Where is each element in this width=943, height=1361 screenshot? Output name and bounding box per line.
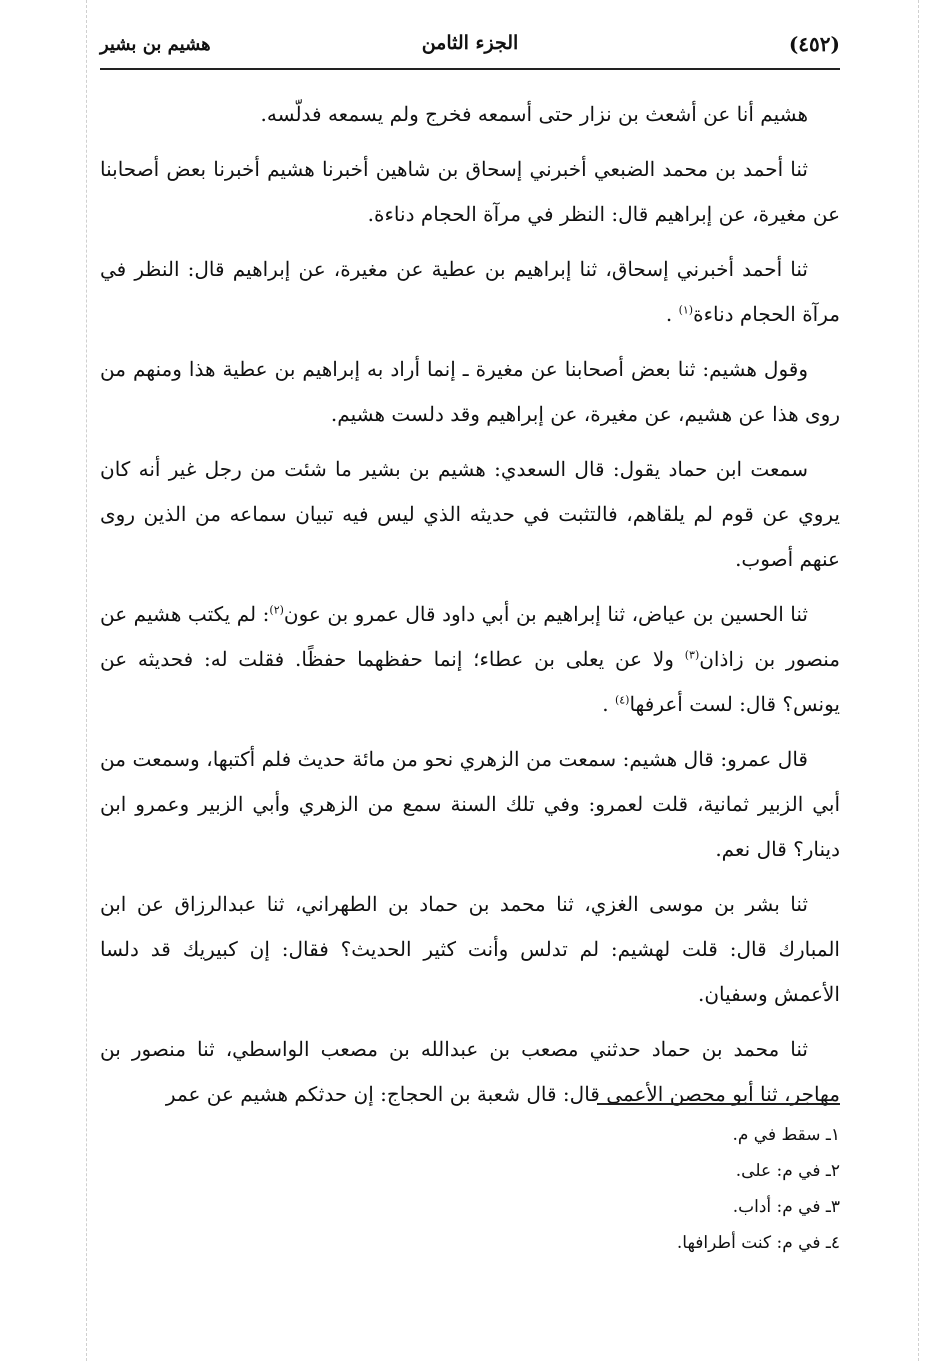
footnote-ref-4: (٤) [614,693,630,707]
running-header [100,26,840,66]
footnote-4: ٤ـ في م: كنت أطرافها. [676,1233,840,1253]
paragraph-3-text: ثنا أحمد أخبرني إسحاق، ثنا إبراهيم بن عطية عن مغيرة، عن إبراهيم قال: النظر في مرآة الحجام دناءة [100,257,840,326]
paragraph-2: ثنا أحمد بن محمد الضبعي أخبرني إسحاق بن شاهين أخبرنا هشيم أخبرنا بعض أصحابنا عن مغيرة، عن إبراهيم قال: النظر في مرآة الحجام دناءة. [100,157,840,226]
volume-title: الجزء الثامن [421,32,519,54]
paragraph-6-part-c: ولا عن يعلى بن عطاء؛ إنما حفظهما حفظًا. فقلت له: فحديثه عن يونس؟ قال: لست أعرفها [100,647,840,716]
scan-edge-right [918,0,919,1361]
paragraph-3 [100,247,840,337]
footnote-rule [597,1103,840,1105]
page-number: (٤٥٢) [788,32,840,56]
paragraph-6 [100,592,840,727]
footnote-1: ١ـ سقط في م. [732,1125,840,1145]
paragraph-8: ثنا بشر بن موسى الغزي، ثنا محمد بن حماد بن الطهراني، ثنا عبدالرزاق عن ابن المبارك قال: قلت لهشيم: لم تدلس وأنت كثير الحديث؟ فقال: إن كبيريك قد دلسا الأعمش وسفيان. [100,892,840,1006]
paragraph-6-part-b: : لم يكتب هشيم عن منصور بن زاذان [100,602,841,671]
footnotes [440,1117,840,1261]
main-text [100,92,840,1127]
footnote-3: ٣ـ في م: أداب. [732,1197,840,1217]
header-rule [100,68,840,70]
paragraph-9: ثنا محمد بن حماد حدثني مصعب بن عبدالله بن مصعب الواسطي، ثنا منصور بن مهاجر، ثنا أبو محصن الأعمى قال: قال شعبة بن الحجاج: إن حدثكم هشيم عن عمر [100,1037,840,1106]
entry-name: هشيم بن بشير [100,34,211,55]
paragraph-6-part-a: ثنا الحسين بن عياض، ثنا إبراهيم بن أبي داود قال عمرو بن عون [283,602,808,626]
footnote-ref-1: (١) [678,303,694,317]
paragraph-6-end: . [602,692,615,716]
paragraph-1: هشيم أنا عن أشعث بن نزار حتى أسمعه فخرج ولم يسمعه فدلّسه. [260,102,808,126]
paragraph-3-end: . [665,302,679,326]
scan-edge-left [86,0,87,1361]
footnote-ref-3: (٣) [684,648,700,662]
paragraph-5: سمعت ابن حماد يقول: قال السعدي: هشيم بن بشير ما شئت من رجل غير أنه كان يروي عن قوم لم يلقاهم، فالتثبت في حديثه الذي ليس فيه تبيان سماعه من الذين روى عنهم أصوب. [100,457,840,571]
paragraph-7: قال عمرو: قال هشيم: سمعت من الزهري نحو من مائة حديث فلم أكتبها، وسمعت من أبي الزبير ثمانية، قلت لعمرو: وفي تلك السنة سمع من الزهري وأبي الزبير وعمرو ابن دينار؟ قال نعم. [100,747,840,861]
paragraph-4: وقول هشيم: ثنا بعض أصحابنا عن مغيرة ـ إنما أراد به إبراهيم بن عطية هذا ومنهم من روى هذا عن هشيم، عن مغيرة، عن إبراهيم وقد دلست هشيم. [100,357,840,426]
footnote-ref-2: (٢) [269,603,284,617]
footnote-2: ٢ـ في م: على. [735,1161,840,1181]
